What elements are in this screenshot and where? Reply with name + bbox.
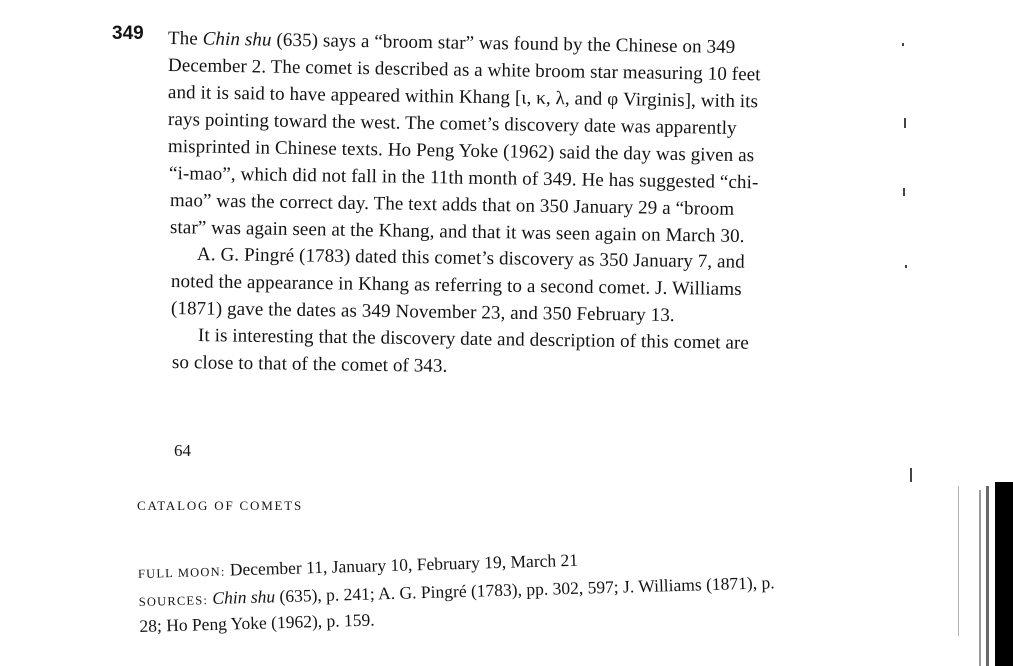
sources-title: Chin shu: [207, 586, 276, 609]
entry-line-text: misprinted in Chinese texts. Ho Peng Yoke (1962) said the day was given as: [167, 136, 755, 167]
entry-line-text: It is interesting that the discovery date and description of this comet are: [197, 325, 750, 354]
entry-line-text: “i-mao”, which did not fall in the 11th month of 349. He has suggested “chi-: [168, 163, 759, 194]
scan-speck: [910, 468, 912, 482]
entry-line-title: Chin shu: [202, 28, 272, 51]
entry-line-text: and it is said to have appeared within Khang [ι, κ, λ, and φ Virginis], with its: [167, 82, 759, 113]
scan-speck: [902, 43, 904, 46]
page-number: 64: [174, 441, 191, 460]
entry-year: 349: [112, 23, 144, 44]
entry-line-text: December 2. The comet is described as a white broom star measuring 10 feet: [167, 55, 761, 86]
sources-line-2: [139, 607, 375, 639]
sources-label: SOURCES:: [138, 593, 209, 610]
entry-line-text: star” was again seen at the Khang, and that it was seen again on March 30.: [169, 217, 745, 248]
entry-line: [172, 350, 448, 380]
running-head: CATALOG OF COMETS: [137, 498, 304, 513]
entry-line-text: A. G. Pingré (1783) dated this comet’s discovery as 350 January 7, and: [196, 244, 745, 273]
scan-speck: [904, 118, 906, 128]
scan-edge-stripe: [979, 490, 981, 666]
entry-line-text: (635) says a “broom star” was found by the Chinese on 349: [271, 29, 736, 58]
entry-line-text: noted the appearance in Khang as referring to a second comet. J. Williams: [170, 271, 742, 300]
sources-text: (635), p. 241; A. G. Pingré (1783), pp. 302, 597; J. Williams (1871), p.: [274, 572, 775, 607]
full-moon-text: December 11, January 10, February 19, March 21: [225, 549, 579, 580]
scan-speck: [903, 188, 905, 196]
entry-line-text: rays pointing toward the west. The comet’s discovery date was apparently: [167, 109, 737, 139]
entry-line-text: The: [167, 28, 203, 50]
scan-edge-stripe: [958, 486, 959, 636]
entry-line-text: so close to that of the comet of 343.: [171, 352, 448, 377]
sources-text-2: 28; Ho Peng Yoke (1962), p. 159.: [139, 609, 375, 637]
entry-line-text: mao” was the correct day. The text adds that on 350 January 29 a “broom: [169, 190, 735, 220]
scan-edge-bar: [995, 482, 1013, 666]
full-moon-label: FULL MOON:: [137, 564, 226, 582]
entry-line-text: (1871) gave the dates as 349 November 23, and 350 February 13.: [170, 298, 675, 327]
scan-edge-stripe: [986, 486, 989, 666]
scan-speck: [905, 265, 907, 268]
